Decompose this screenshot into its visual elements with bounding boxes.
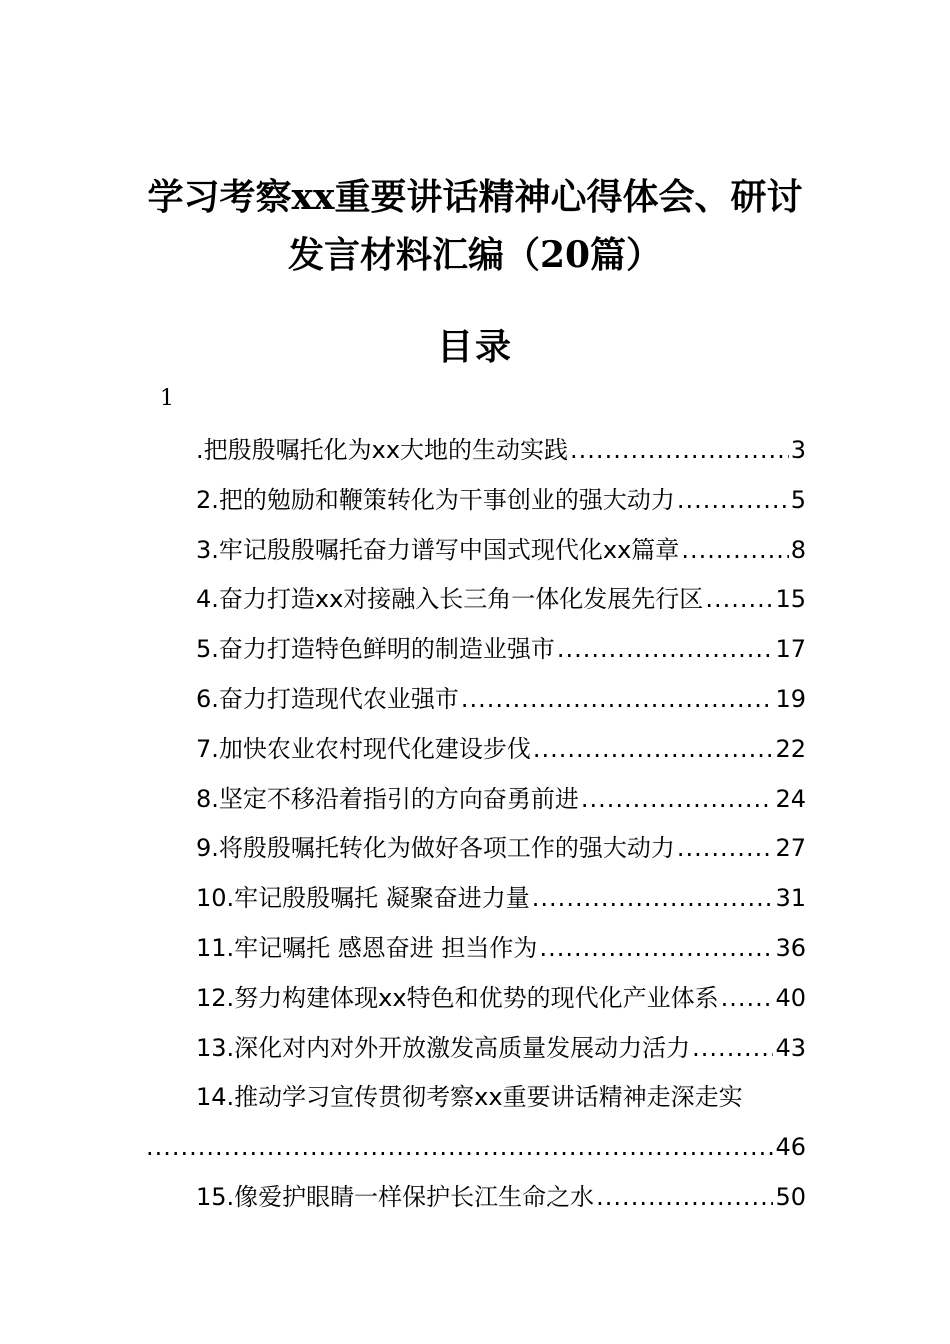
dot-leader	[692, 1026, 773, 1070]
toc-entry-page: 27	[775, 834, 806, 863]
toc-entry-page: 22	[775, 734, 806, 763]
dot-leader	[596, 1175, 773, 1219]
toc-entry-label: 15.像爱护眼睛一样保护长江生命之水	[196, 1182, 595, 1211]
toc-entry-label: 6.奋力打造现代农业强市	[196, 684, 459, 713]
toc-entry-page: 46	[775, 1133, 806, 1162]
toc-entry-page: 19	[775, 684, 806, 713]
toc-entry-page: 5	[790, 485, 806, 514]
toc-entry-label: .把殷殷嘱托化为xx大地的生动实践	[196, 436, 569, 464]
toc-entry-page: 31	[775, 884, 806, 913]
toc-entry-label: 7.加快农业农村现代化建设步伐	[196, 734, 531, 763]
toc-entry-3[interactable]	[196, 528, 806, 578]
toc-entry-label: 3.牢记殷殷嘱托奋力谱写中国式现代化xx篇章	[196, 535, 680, 564]
dot-leader	[570, 428, 789, 472]
toc-entry-4[interactable]	[196, 577, 806, 627]
toc-entry-label: 5.奋力打造特色鲜明的制造业强市	[196, 635, 555, 664]
toc-entry-page: 40	[775, 983, 806, 1012]
toc-entry-page: 17	[775, 635, 806, 664]
toc-entry-6[interactable]	[196, 677, 806, 727]
dot-leader	[581, 777, 774, 821]
toc-entry-page: 50	[775, 1182, 806, 1211]
toc-entry-label: 14.推动学习宣传贯彻考察xx重要讲话精神走深走实	[196, 1083, 743, 1112]
toc-entry-11[interactable]	[196, 926, 806, 976]
toc-entry-label: 9.将殷殷嘱托转化为做好各项工作的强大动力	[196, 834, 675, 863]
toc-entry-page: 15	[775, 585, 806, 614]
document-title-line-2: 发言材料汇编（20篇）	[287, 234, 663, 276]
toc-entry-page: 43	[775, 1033, 806, 1062]
toc-entry-8[interactable]	[196, 777, 806, 827]
section-number-mark: 1	[160, 386, 174, 411]
toc-entry-page: 24	[775, 784, 806, 813]
toc-entry-page: 3	[790, 436, 806, 464]
document-title	[0, 168, 950, 284]
toc-entry-label: 10.牢记殷殷嘱托 凝聚奋进力量	[196, 884, 530, 913]
toc-entry-label: 8.坚定不移沿着指引的方向奋勇前进	[196, 784, 579, 813]
dot-leader	[532, 876, 774, 920]
toc-entry-1[interactable]	[196, 428, 806, 478]
dot-leader	[539, 926, 773, 970]
dot-leader	[681, 528, 788, 572]
dot-leader	[721, 976, 774, 1020]
toc-entry-14[interactable]	[196, 1075, 806, 1175]
toc-entry-7[interactable]	[196, 727, 806, 777]
toc-entry-label: 11.牢记嘱托 感恩奋进 担当作为	[196, 933, 538, 962]
dot-leader	[705, 577, 773, 621]
dot-leader	[461, 677, 774, 721]
toc-entry-9[interactable]	[196, 826, 806, 876]
toc-entry-2[interactable]	[196, 478, 806, 528]
table-of-contents	[196, 428, 806, 1225]
toc-entry-label: 12.努力构建体现xx特色和优势的现代化产业体系	[196, 983, 719, 1012]
document-title-line-1: 学习考察xx重要讲话精神心得体会、研讨	[147, 176, 803, 218]
toc-entry-13[interactable]	[196, 1026, 806, 1076]
toc-heading: 目录	[436, 326, 513, 368]
toc-entry-15[interactable]	[196, 1175, 806, 1225]
dot-leader	[533, 727, 774, 771]
dot-leader	[677, 478, 789, 522]
toc-entry-page: 36	[775, 933, 806, 962]
dot-leader	[677, 826, 774, 870]
toc-entry-12[interactable]	[196, 976, 806, 1026]
toc-entry-10[interactable]	[196, 876, 806, 926]
toc-entry-page: 8	[790, 535, 806, 564]
toc-entry-label: 2.把的勉励和鞭策转化为干事创业的强大动力	[196, 485, 675, 514]
toc-entry-5[interactable]	[196, 627, 806, 677]
dot-leader	[146, 1125, 773, 1169]
toc-entry-label: 13.深化对内对外开放激发高质量发展动力活力	[196, 1033, 691, 1062]
toc-entry-label: 4.奋力打造xx对接融入长三角一体化发展先行区	[196, 585, 704, 614]
dot-leader	[557, 627, 774, 671]
